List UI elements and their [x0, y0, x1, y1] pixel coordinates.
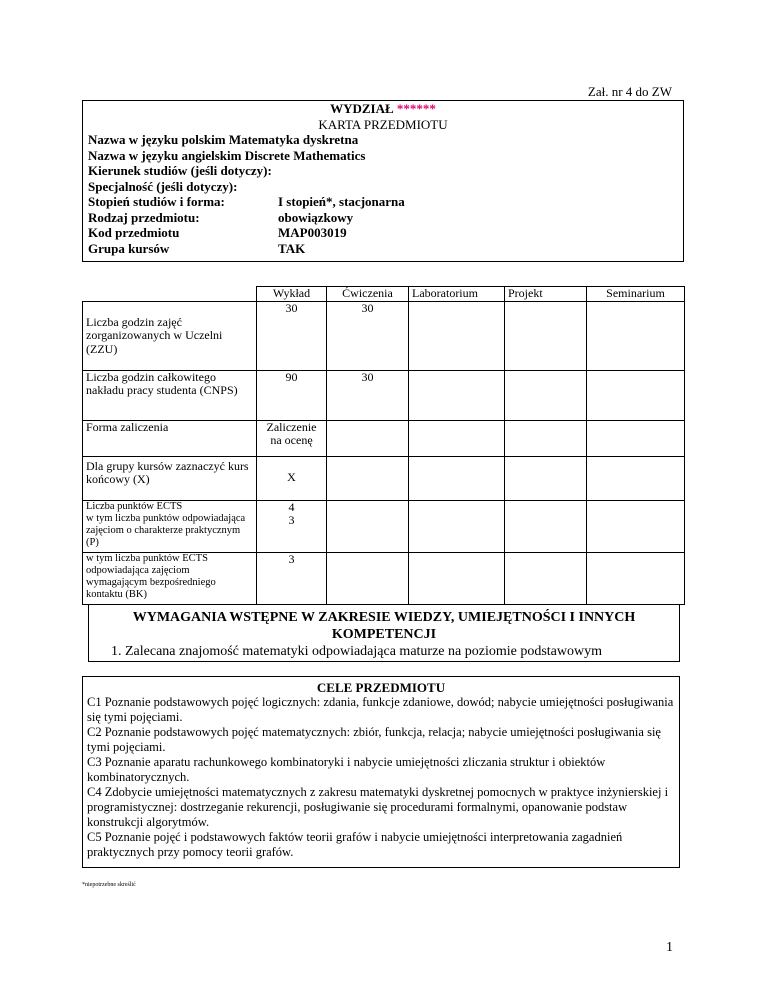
- goal-item: C2 Poznanie podstawowych pojęć matematycznych: zbiór, funkcja, relacja; nabycie umiejętności posługiwania się tymi pojęciami.: [87, 725, 661, 754]
- table-cell: 30: [257, 301, 327, 370]
- table-cell: Zaliczenie na ocenę: [257, 420, 327, 456]
- table-cell: 3: [257, 552, 327, 604]
- table-cell: X: [257, 456, 327, 500]
- table-cell: 30: [327, 301, 409, 370]
- table-header-row: [83, 287, 685, 302]
- row-label: Liczba godzin całkowitego nakładu pracy studenta (CNPS): [83, 370, 257, 420]
- field-row: Kod przedmiotu MAP003019: [88, 225, 347, 240]
- annex-label: Zał. nr 4 do ZW: [587, 84, 672, 99]
- row-label: Liczba punktów ECTS w tym liczba punktów odpowiadająca zajęciom o charakterze praktycznym (P): [83, 500, 257, 552]
- row-label: Dla grupy kursów zaznaczyć kurs końcowy (X): [83, 456, 257, 500]
- table-row: [83, 456, 685, 500]
- footnote: *niepotrzebne skreślić: [82, 882, 136, 888]
- direction: Kierunek studiów (jeśli dotyczy):: [88, 163, 272, 178]
- table-cell: 90: [257, 370, 327, 420]
- page-number: 1: [666, 940, 673, 955]
- faculty-line: [88, 101, 678, 117]
- header-box: [82, 100, 684, 262]
- table-row: [83, 370, 685, 420]
- goal-item: C4 Zdobycie umiejętności matematycznych z zakresu matematyki dyskretnej pomocnych w praktyce inżynierskiej i programistycznej: dostrzeganie rekurencji, posługiwanie się procedurami formalnymi, opanowanie podstaw konstrukcji algorytmów.: [87, 785, 669, 829]
- hours-table: [82, 286, 685, 605]
- table-cell: 4 3: [257, 500, 327, 552]
- table-row: [83, 420, 685, 456]
- field-row: Grupa kursów TAK: [88, 240, 306, 256]
- goal-item: C5 Poznanie pojęć i podstawowych faktów teorii grafów i nabycie umiejętności interpretowania zagadnień praktycznych przy pomocy teorii grafów.: [87, 830, 623, 859]
- goal-item: C1 Poznanie podstawowych pojęć logicznych: zdania, funkcje zdaniowe, dowód; nabycie umiejętności posługiwania się tymi pojęciami.: [87, 695, 674, 724]
- faculty-stars: ******: [396, 101, 436, 116]
- table-cell: 30: [327, 370, 409, 420]
- goals-title: CELE PRZEDMIOTU: [316, 680, 446, 695]
- header-cell: Projekt: [505, 287, 587, 302]
- name-pl: Nazwa w języku polskim Matematyka dyskretna: [88, 132, 359, 147]
- table-row: [83, 552, 685, 604]
- table-row: [83, 301, 685, 370]
- requirements-box: [88, 604, 680, 662]
- card-title: KARTA PRZEDMIOTU: [318, 116, 448, 132]
- requirements-title: WYMAGANIA WSTĘPNE W ZAKRESIE WIEDZY, UMIEJĘTNOŚCI I INNYCH KOMPETENCJI: [132, 610, 636, 642]
- header-cell: Seminarium: [587, 287, 685, 302]
- specialty: Specjalność (jeśli dotyczy):: [88, 178, 238, 194]
- field-row: Rodzaj przedmiotu: obowiązkowy: [88, 209, 354, 225]
- name-en: Nazwa w języku angielskim Discrete Mathematics: [88, 147, 366, 163]
- header-cell: Wykład: [257, 287, 327, 302]
- requirement-item: 1. Zalecana znajomość matematyki odpowiadająca maturze na poziomie podstawowym: [111, 644, 602, 659]
- faculty-label: WYDZIAŁ: [330, 101, 394, 116]
- row-label: w tym liczba punktów ECTS odpowiadająca zajęciom wymagającym bezpośredniego kontaktu (BK): [83, 552, 257, 604]
- header-cell: Laboratorium: [409, 287, 505, 302]
- field-row: Stopień studiów i forma: I stopień*, stacjonarna: [88, 194, 405, 209]
- goals-box: [82, 676, 680, 868]
- header-cell: Ćwiczenia: [327, 287, 409, 302]
- row-label: Liczba godzin zajęć zorganizowanych w Uczelni (ZZU): [83, 301, 257, 370]
- row-label: Forma zaliczenia: [83, 420, 257, 456]
- table-row: [83, 500, 685, 552]
- goal-item: C3 Poznanie aparatu rachunkowego kombinatoryki i nabycie umiejętności zliczania struktur i obiektów kombinatorycznych.: [87, 755, 606, 784]
